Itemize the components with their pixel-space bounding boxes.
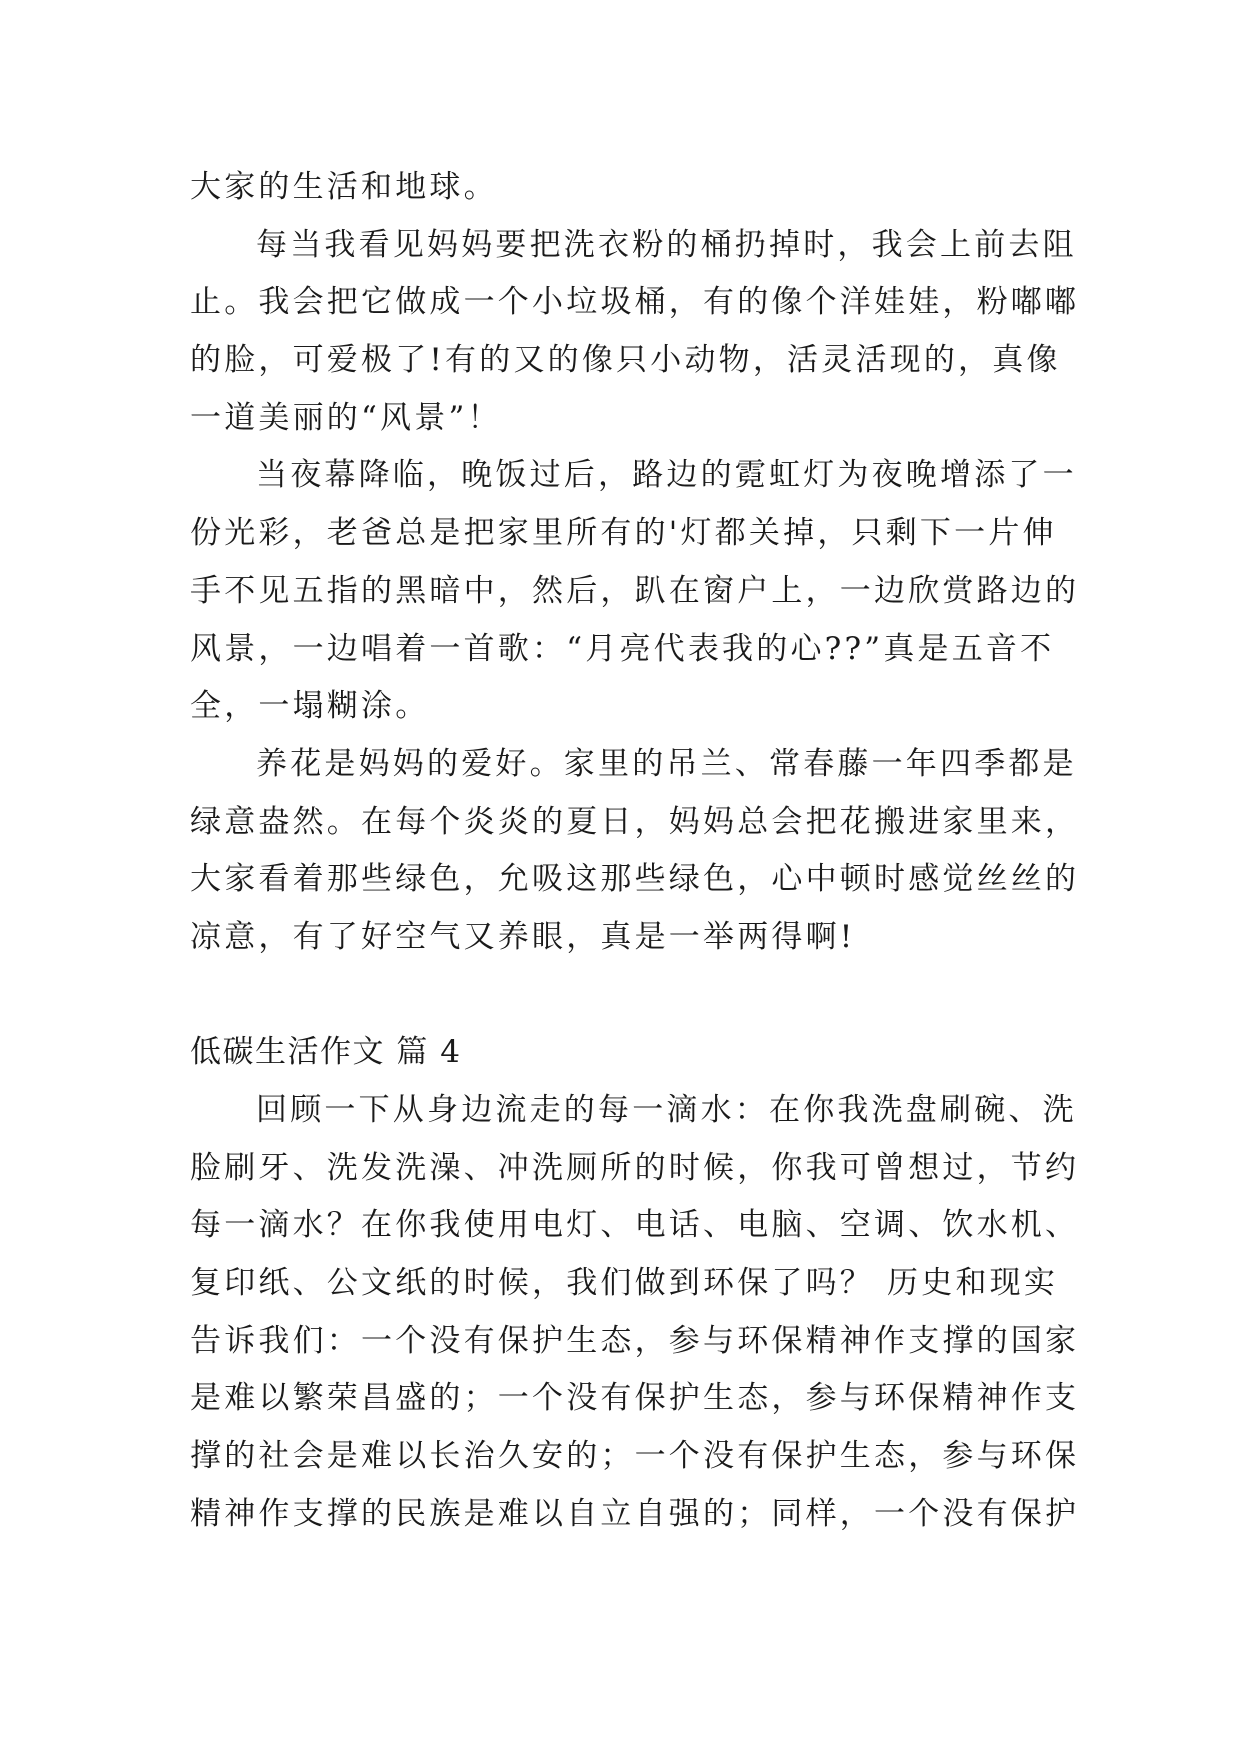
text-line: 凉意，有了好空气又养眼，真是一举两得啊! bbox=[190, 918, 856, 955]
section-heading: 低碳生活作文 篇 4 bbox=[190, 1034, 462, 1071]
text-line: 告诉我们：一个没有保护生态，参与环保精神作支撑的国家 bbox=[190, 1322, 1080, 1359]
text-line: 当夜幕降临，晚饭过后，路边的霓虹灯为夜晚增添了一 bbox=[256, 457, 1077, 494]
text-line: 是难以繁荣昌盛的；一个没有保护生态，参与环保精神作支 bbox=[190, 1380, 1080, 1417]
text-line: 的脸，可爱极了!有的又的像只小动物，活灵活现的，真像 bbox=[190, 342, 1061, 379]
text-line: 脸刷牙、洗发洗澡、冲洗厕所的时候，你我可曾想过，节约 bbox=[190, 1149, 1080, 1186]
text-line: 手不见五指的黑暗中，然后，趴在窗户上，一边欣赏路边的 bbox=[190, 572, 1080, 609]
text-line: 每当我看见妈妈要把洗衣粉的桶扔掉时，我会上前去阻 bbox=[256, 226, 1077, 263]
text-line: 绿意盎然。在每个炎炎的夏日，妈妈总会把花搬进家里来， bbox=[190, 803, 1080, 840]
text-line: 大家看着那些绿色，允吸这那些绿色，心中顿时感觉丝丝的 bbox=[190, 861, 1080, 898]
text-line: 复印纸、公文纸的时候，我们做到环保了吗？ 历史和现实 bbox=[190, 1265, 1059, 1302]
text-line: 大家的生活和地球。 bbox=[190, 169, 498, 205]
essay-section-3-text bbox=[190, 159, 1080, 967]
text-line: 一道美丽的“风景”！ bbox=[190, 399, 502, 436]
text-line: 全，一塌糊涂。 bbox=[190, 688, 430, 725]
text-line: 撑的社会是难以长治久安的；一个没有保护生态，参与环保 bbox=[190, 1438, 1080, 1475]
text-line: 份光彩，老爸总是把家里所有的'灯都关掉，只剩下一片伸 bbox=[190, 515, 1057, 552]
text-line: 回顾一下从身边流走的每一滴水：在你我洗盘刷碗、洗 bbox=[256, 1092, 1077, 1128]
text-line: 精神作支撑的民族是难以自立自强的；同样，一个没有保护 bbox=[190, 1495, 1080, 1532]
text-line: 止。我会把它做成一个小垃圾桶，有的像个洋娃娃，粉嘟嘟 bbox=[190, 284, 1080, 321]
text-line: 养花是妈妈的爱好。家里的吊兰、常春藤一年四季都是 bbox=[256, 745, 1077, 782]
essay-section-4-text bbox=[190, 1082, 1080, 1544]
text-line: 风景，一边唱着一首歌：“月亮代表我的心??”真是五音不 bbox=[190, 630, 1055, 667]
text-line: 每一滴水？在你我使用电灯、电话、电脑、空调、饮水机、 bbox=[190, 1207, 1080, 1244]
document-body bbox=[190, 159, 1080, 1544]
section-gap bbox=[190, 967, 1060, 1025]
